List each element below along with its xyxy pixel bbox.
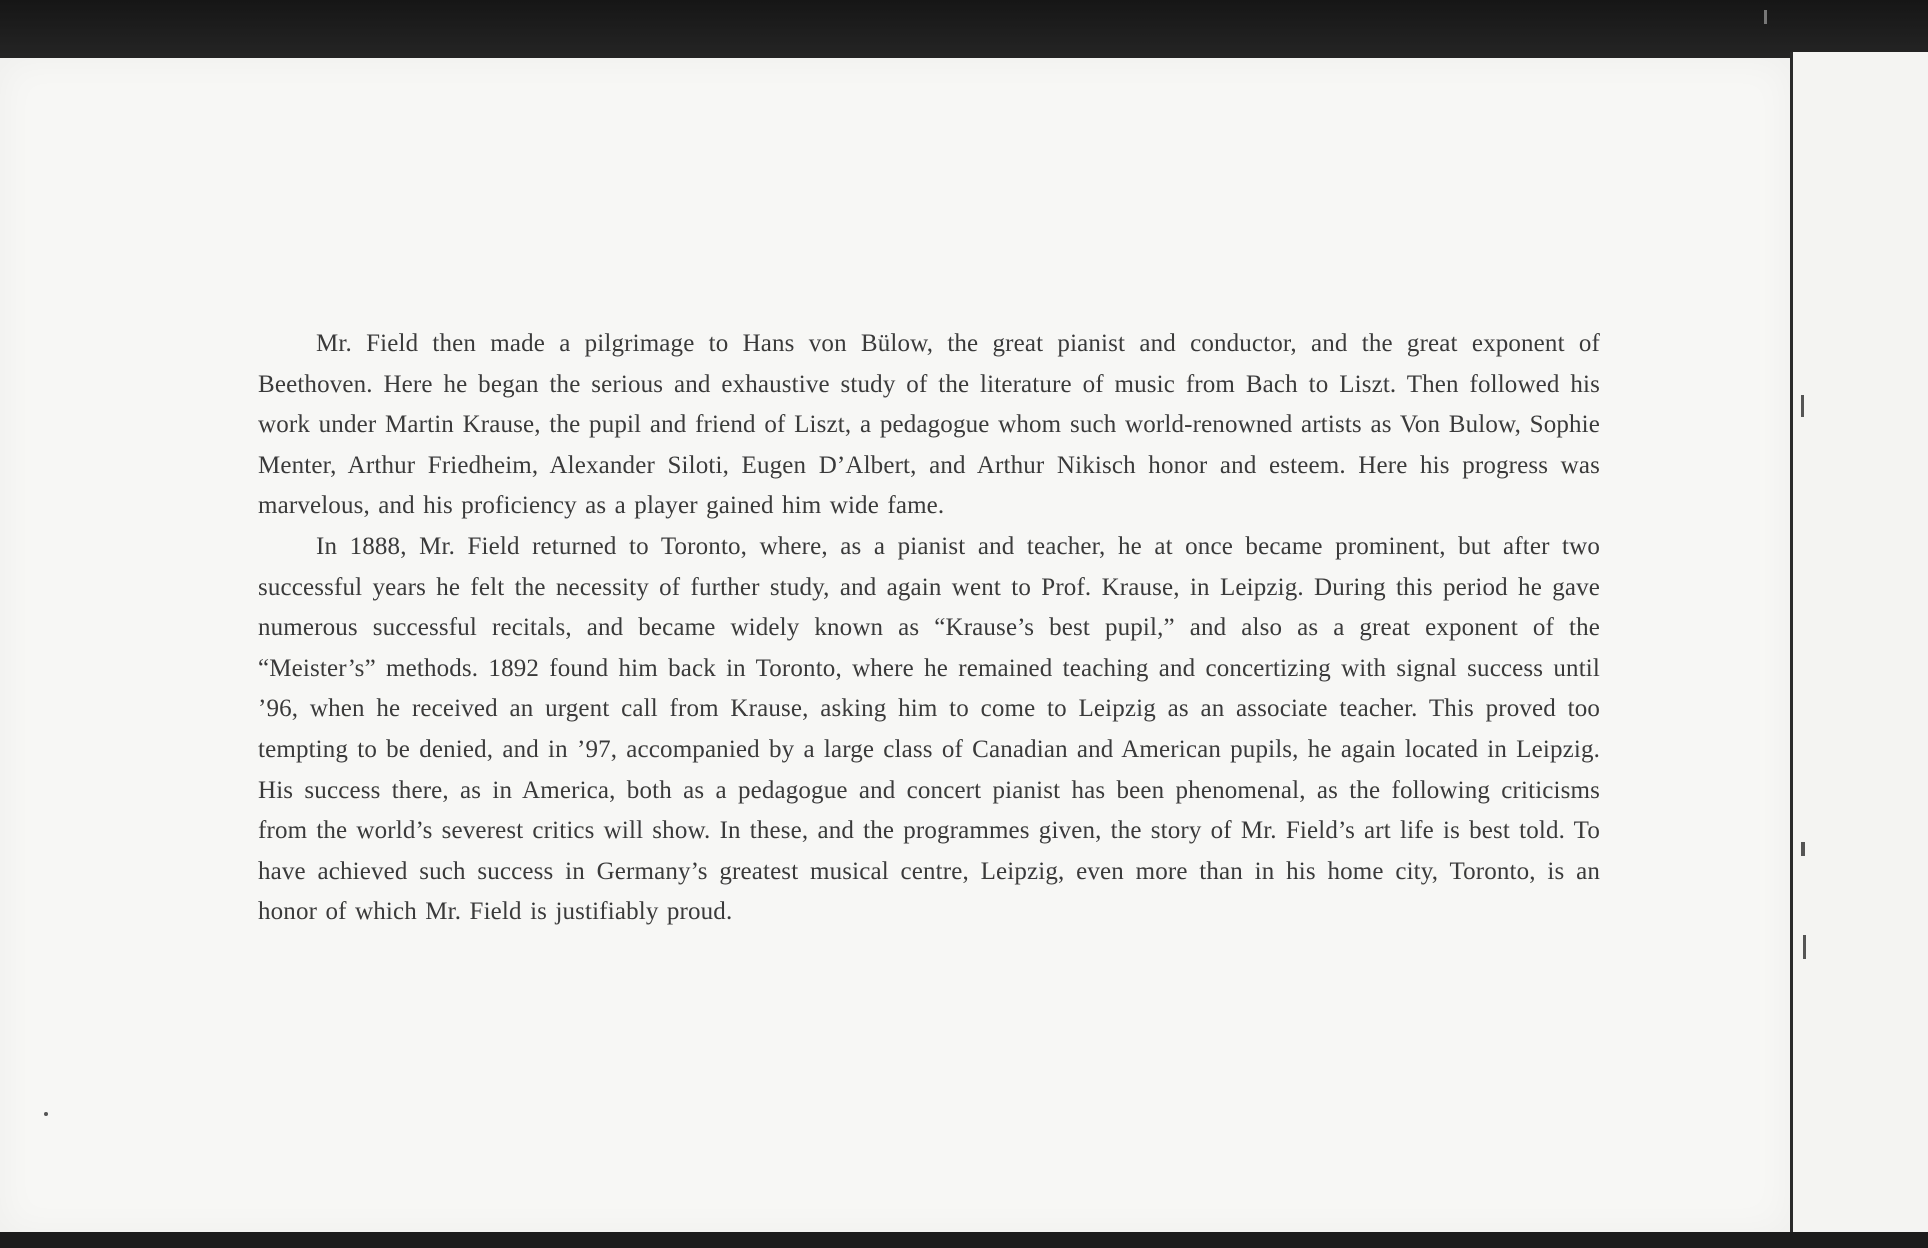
adjacent-page-edge bbox=[1790, 52, 1928, 1234]
body-text bbox=[258, 324, 1600, 933]
paragraph-bulow: Mr. Field then made a pilgrimage to Hans von Bülow, the great pianist and conductor, and the great exponent of Beethoven. Here he began the serious and exhaustive study of the literature of music from Bach to Liszt. Then followed his work under Martin Krause, the pupil and friend of Liszt, a pedagogue whom such world-renowned artists as Von Bulow, Sophie Menter, Arthur Friedheim, Alexander Siloti, Eugen D’Albert, and Arthur Nikisch honor and esteem. Here his progress was marvelous, and his proficiency as a player gained him wide fame. bbox=[258, 330, 1600, 520]
scan-speck bbox=[44, 1112, 48, 1116]
book-page bbox=[0, 58, 1790, 1234]
scan-speck bbox=[1801, 395, 1804, 417]
scan-bottom-border bbox=[0, 1232, 1928, 1248]
scan-speck bbox=[1764, 10, 1767, 24]
scan-speck bbox=[1803, 935, 1806, 959]
paragraph-toronto-leipzig: In 1888, Mr. Field returned to Toronto, where, as a pianist and teacher, he at once became prominent, but after two successful years he felt the necessity of further study, and again went to Prof. Krause, in Leipzig. During this period he gave numerous successful recitals, and became widely known as “Krause’s best pupil,” and also as a great exponent of the “Meister’s” methods. 1892 found him back in Toronto, where he remained teaching and concertizing with signal success until ’96, when he received an urgent call from Krause, asking him to come to Leipzig as an associate teacher. This proved too tempting to be denied, and in ’97, accompanied by a large class of Canadian and American pupils, he again located in Leipzig. His success there, as in America, both as a pedagogue and concert pianist has been phenomenal, as the following criticisms from the world’s severest critics will show. In these, and the programmes given, the story of Mr. Field’s art life is best told. To have achieved such success in Germany’s greatest musical centre, Leipzig, even more than in his home city, Toronto, is an honor of which Mr. Field is justifiably proud. bbox=[258, 532, 1600, 926]
scan-top-border bbox=[0, 0, 1928, 64]
scan-speck bbox=[1801, 842, 1805, 856]
